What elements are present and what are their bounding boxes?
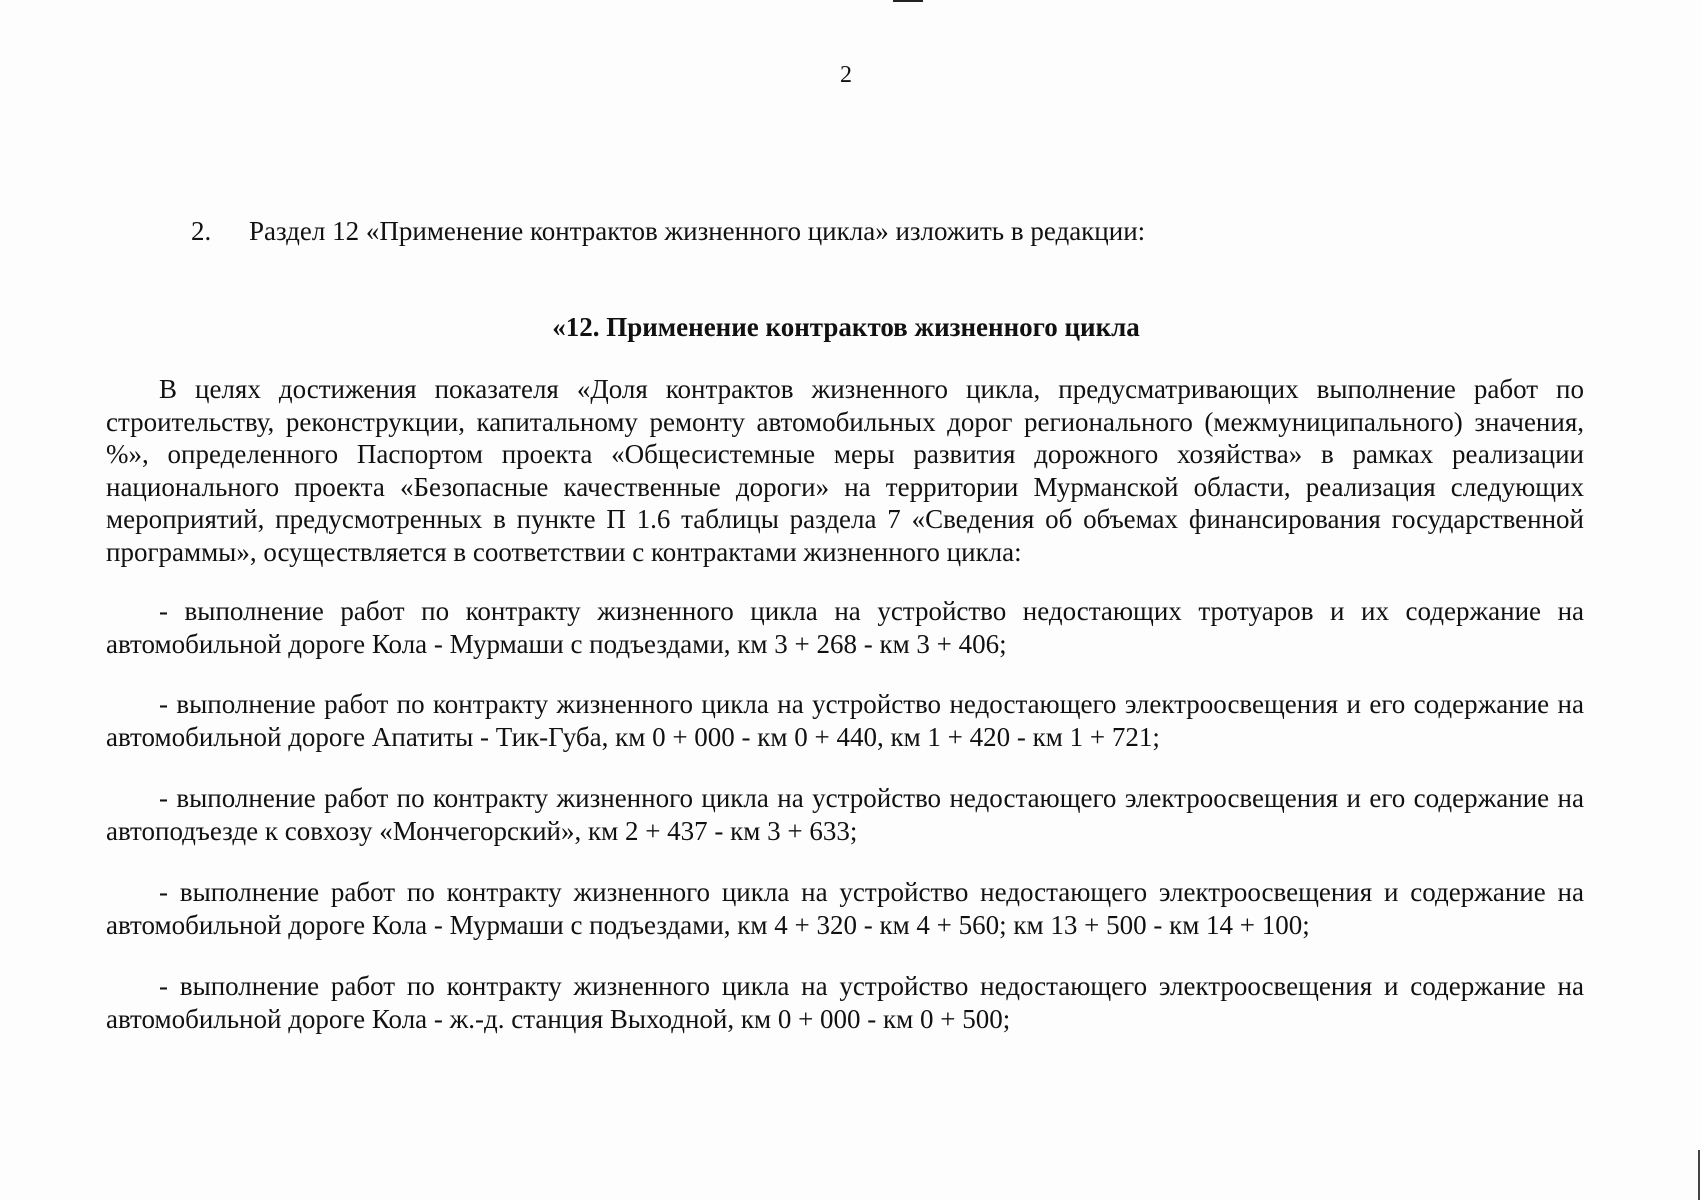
bullet-paragraph: - выполнение работ по контракту жизненного цикла на устройство недостающих тротуаров и их содержание на автомобильной дороге Кола - Мурмаши с подъездами, км 3 + 268 - км 3 + 406; (106, 596, 1584, 659)
item-number: 2. (191, 216, 212, 246)
scan-edge-mark (893, 0, 923, 2)
section-heading: «12. Применение контрактов жизненного цикла (552, 312, 1140, 342)
bullet-paragraph: - выполнение работ по контракту жизненного цикла на устройство недостающего электроосвещения и содержание на автомобильной дороге Кола - ж.-д. станция Выходной, км 0 + 000 - км 0 + 500; (106, 971, 1584, 1034)
scan-edge-line (1698, 1150, 1700, 1200)
numbered-item (191, 214, 1145, 248)
bullet-paragraph: - выполнение работ по контракту жизненного цикла на устройство недостающего электроосвещения и содержание на автомобильной дороге Кола - Мурмаши с подъездами, км 4 + 320 - км 4 + 560; км 13 + 500 - км 14 + 100; (106, 877, 1584, 940)
bullet-paragraph: - выполнение работ по контракту жизненного цикла на устройство недостающего электроосвещения и его содержание на автоподъезде к совхозу «Мончегорский», км 2 + 437 - км 3 + 633; (106, 783, 1584, 846)
item-text: Раздел 12 «Применение контрактов жизненного цикла» изложить в редакции: (249, 216, 1146, 246)
page-number: 2 (840, 62, 852, 88)
bullet-paragraph: - выполнение работ по контракту жизненного цикла на устройство недостающего электроосвещения и его содержание на автомобильной дороге Апатиты - Тик-Губа, км 0 + 000 - км 0 + 440, км 1 + 420 - км 1 + 721; (106, 689, 1584, 752)
intro-paragraph: В целях достижения показателя «Доля контрактов жизненного цикла, предусматривающих выполнение работ по строительству, реконструкции, капитальному ремонту автомобильных дорог регионального (межмуниципального) значения, %», определенного Паспортом проекта «Общесистемные меры развития дорожного хозяйства» в рамках реализации национального проекта «Безопасные качественные дороги» на территории Мурманской области, реализация следующих мероприятий, предусмотренных в пункте П 1.6 таблицы раздела 7 «Сведения об объемах финансирования государственной программы», осуществляется в соответствии с контрактами жизненного цикла: (106, 374, 1584, 567)
